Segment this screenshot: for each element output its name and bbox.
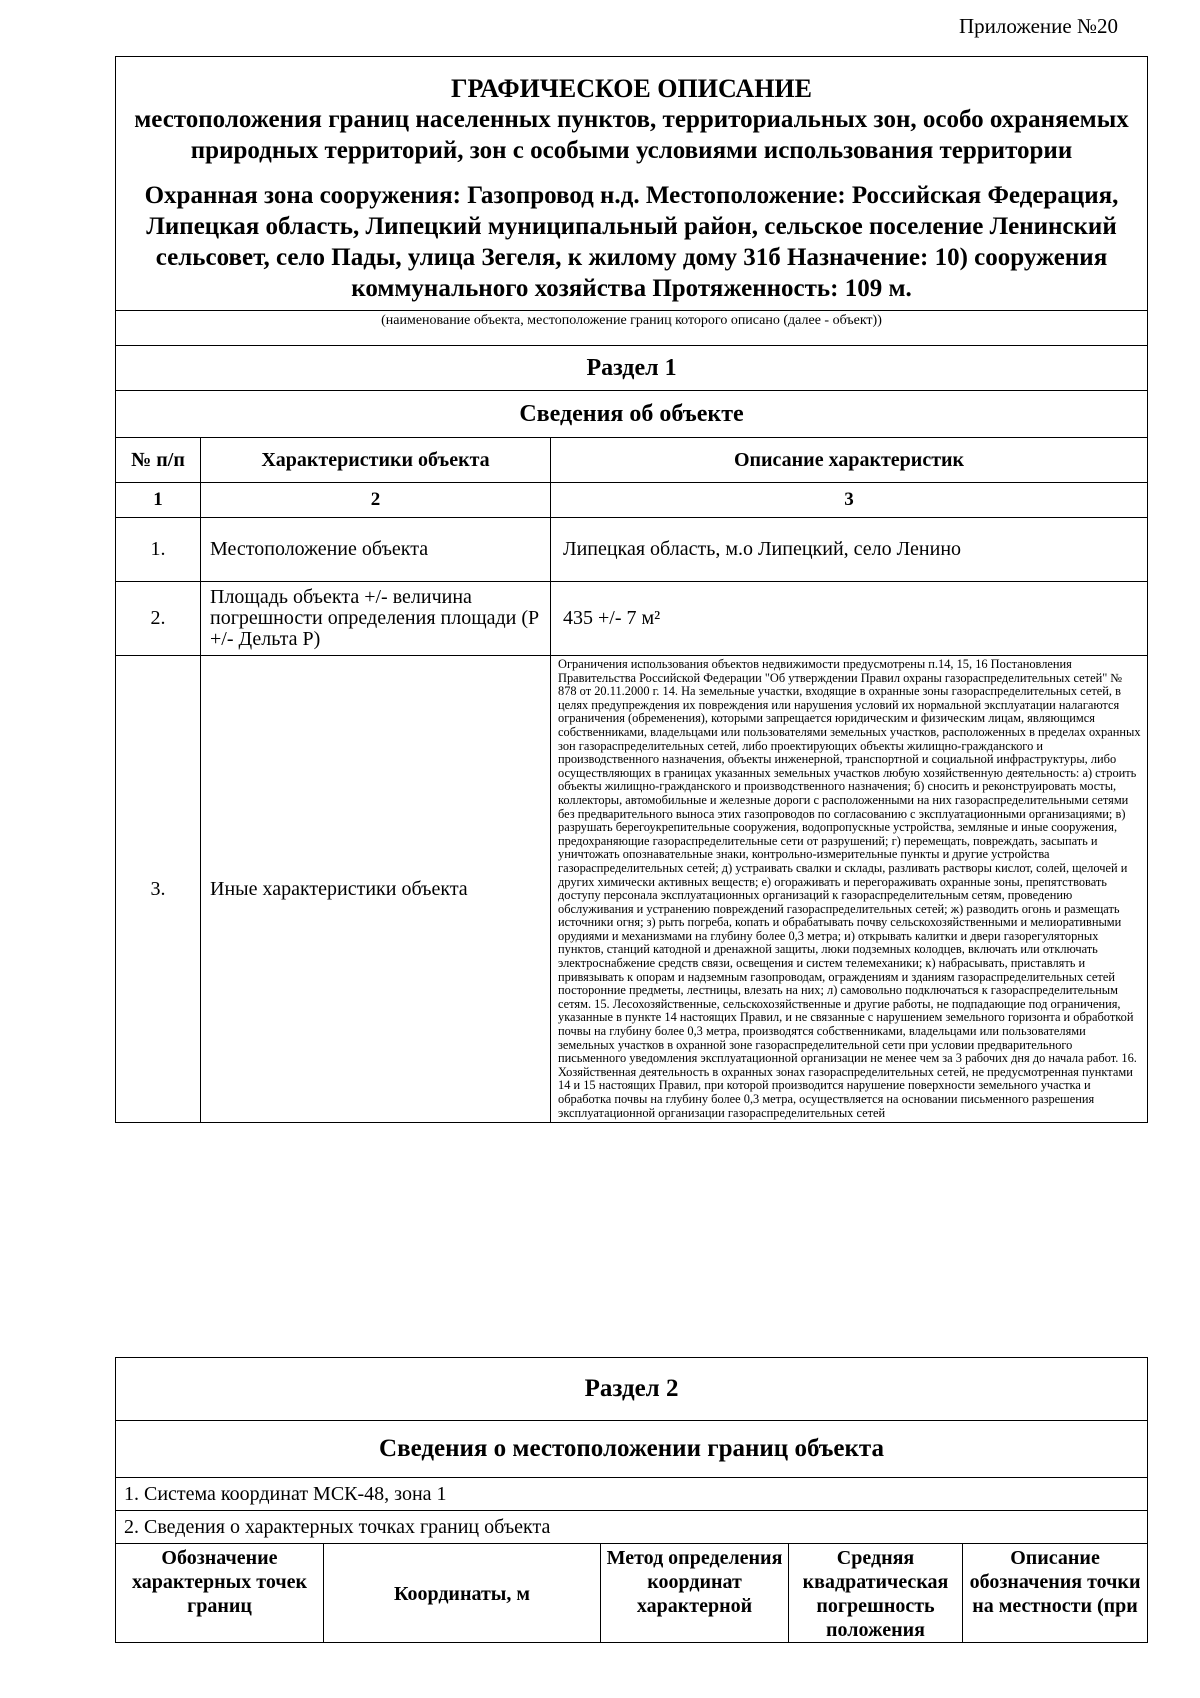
coordinate-system: 1. Система координат МСК-48, зона 1 [116,1478,1148,1511]
table-row [116,656,1148,1123]
boundary-points-info: 2. Сведения о характерных точках границ объекта [116,1511,1148,1544]
object-name: Охранная зона сооружения: Газопровод н.д. Местоположение: Российская Федерация, Липецкая область, Липецкий муниципальный район, сельское поселение Ленинский сельсовет, село Пады, улица Зегеля, к жилому дому 31б Назначение: 10) сооружения коммунального хозяйства Протяженность: 109 м. [144,182,1119,302]
row-number: 2. [116,582,201,656]
column-header-point-description: Описание обозначения точки на местности (при [963,1544,1148,1643]
row-value: 435 +/- 7 м² [551,582,1148,656]
row-characteristic: Местоположение объекта [201,518,551,582]
column-number: 1 [116,483,201,518]
column-header-error: Средняя квадратическая погрешность положения [789,1544,963,1643]
row-value: Липецкая область, м.о Липецкий, село Ленино [551,518,1148,582]
row-value: Ограничения использования объектов недвижимости предусмотрены п.14, 15, 16 Постановления Правительства Российской Федерации "Об утверждении Правил охраны газораспределительных сетей" № 878 от 20.11.2000 г. 14. На земельные участки, входящие в охранные зоны газораспределительных сетей, в целях предупреждения их повреждения или нарушения условий их нормальной эксплуатации налагаются ограничения (обременения), которыми запрещается юридическим и физическим лицам, являющимся собственниками, владельцами или пользователями земельных участков, расположенных в пределах охранных зон газораспределительных сетей, либо проектирующих объекты жилищно-гражданского и производственного назначения, объекты инженерной, транспортной и социальной инфраструктуры, либо осуществляющих в границах указанных земельных участков любую хозяйственную деятельность: а) строить объекты жилищно-гражданского и производственного назначения; б) сносить и реконструировать мосты, коллекторы, автомобильные и железные дороги с расположенными на них газораспределительными сетями без предварительного выноса этих газопроводов по согласованию с эксплуатационными организациями; в) разрушать берегоукрепительные сооружения, водопропускные устройства, земляные и иные сооружения, предохраняющие газораспределительные сети от разрушений; г) перемещать, повреждать, засыпать и уничтожать опознавательные знаки, контрольно-измерительные пункты и другие устройства газораспределительных сетей; д) устраивать свалки и склады, разливать растворы кислот, солей, щелочей и других химически активных веществ; е) огораживать и перегораживать охранные зоны, препятствовать доступу персонала эксплуатационных организаций к газораспределительным сетям, проведению обслуживания и устранению повреждений газораспределительных сетей; ж) разводить огонь и размещать источники огня; з) рыть погреба, копать и обрабатывать почву сельскохозяйственными и мелиоративными орудиями и механизмами на глубину более 0,3 метра; и) открывать калитки и двери газорегуляторных пунктов, станций катодной и дренажной защиты, люки подземных колодцев, включать или отключать электроснабжение средств связи, освещения и систем телемеханики; к) набрасывать, приставлять и привязывать к опорам и надземным газопроводам, ограждениям и зданиям газораспределительных сетей посторонние предметы, лестницы, влезать на них; л) самовольно подключаться к газораспределительным сетям. 15. Лесохозяйственные, сельскохозяйственные и другие работы, не подпадающие под ограничения, указанные в пункте 14 настоящих Правил, и не связанные с нарушением земельного горизонта и обработкой почвы на глубину более 0,3 метра, производятся собственниками, владельцами или пользователями земельных участков в охранной зоне газораспределительной сети при условии предварительного письменного уведомления эксплуатационной организации не менее чем за 3 рабочих дня до начала работ. 16. Хозяйственная деятельность в охранных зонах газораспределительных сетей, не предусмотренная пунктами 14 и 15 настоящих Правил, при которой производится нарушение поверхности земельного участка и обработка почвы на глубину более 0,3 метра, осуществляется на основании письменного разрешения эксплуатационной организации газораспределительных сетей [551,656,1148,1123]
row-number: 3. [116,656,201,1123]
section2-table [115,1357,1148,1643]
table-row [116,518,1148,582]
row-characteristic: Площадь объекта +/- величина погрешности определения площади (P +/- Дельта P) [201,582,551,656]
column-header-description: Описание характеристик [551,438,1148,483]
document-title: ГРАФИЧЕСКОЕ ОПИСАНИЕ [451,74,812,103]
table-row [116,582,1148,656]
section2-title: Раздел 2 [116,1358,1148,1421]
row-number: 1. [116,518,201,582]
object-name-caption: (наименование объекта, местоположение границ которого описано (далее - объект)) [116,311,1148,346]
column-header-point-designation: Обозначение характерных точек границ [116,1544,324,1643]
row-characteristic: Иные характеристики объекта [201,656,551,1123]
column-header-method: Метод определения координат характерной [601,1544,789,1643]
section1-subtitle: Сведения об объекте [116,391,1148,438]
column-header-characteristic: Характеристики объекта [201,438,551,483]
document-header [116,57,1148,311]
section1-table [115,56,1148,1123]
document-subtitle: местоположения границ населенных пунктов, территориальных зон, особо охраняемых природных территорий, зон с особыми условиями использования территории [134,106,1129,164]
column-number: 3 [551,483,1148,518]
appendix-number: Приложение №20 [959,14,1118,38]
column-header-number: № п/п [116,438,201,483]
column-number: 2 [201,483,551,518]
section2-subtitle: Сведения о местоположении границ объекта [116,1421,1148,1478]
column-header-coordinates: Координаты, м [324,1544,601,1643]
section1-title: Раздел 1 [116,346,1148,391]
